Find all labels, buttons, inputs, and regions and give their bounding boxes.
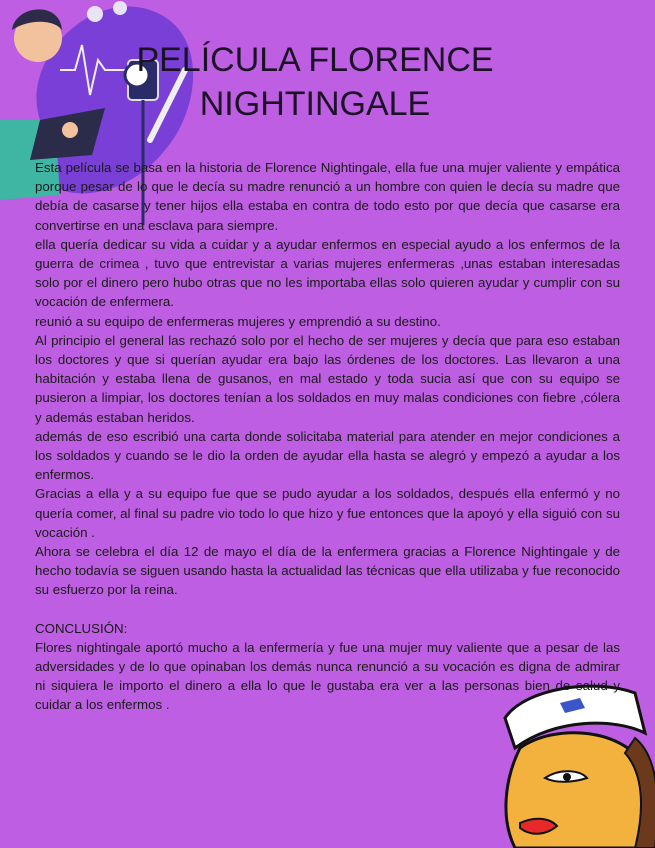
- paragraph: Al principio el general las rechazó solo por el hecho de ser mujeres y decía que para eso estaban los doctores y que si querían ayudar era bajo las órdenes de los doctores. Las llevaron a una habitación y estaba llena de gusanos, en mal estado y toda sucia así que con su equipo se pusieron a limpiar, los doctores tenían a los soldados en muy malas condiciones con fiebre ,cólera y además estaban heridos.: [35, 332, 620, 425]
- paragraph: Esta película se basa en la historia de Florence Nightingale, ella fue una mujer valiente y empática porque pesar de lo que le decía su madre renunció a un hombre con quien le decía su madre que debía de casarse y tener hijos ella estaba en contra de todo esto por que decía que casarse era convertirse en una esclava para siempre.: [35, 160, 620, 233]
- paragraph: Ahora se celebra el día 12 de mayo el día de la enfermera gracias a Florence Nightingale y de hecho todavía se siguen usando hasta la actualidad las técnicas que ella utilizaba y fue reconocido su esfuerzo por la reina.: [35, 544, 620, 598]
- paragraph: ella quería dedicar su vida a cuidar y a ayudar enfermos en especial ayudo a los enfermos de la guerra de crimea , tuvo que entrevistar a varias mujeres enfermeras ,unas estaban interesadas solo por el dinero pero hubo otras que no les importaba ellas solo quieren ayudar y cumplir con su vocación de enfermera.: [35, 236, 620, 310]
- conclusion-paragraph: Flores nightingale aportó mucho a la enfermería y fue una mujer muy valiente que a pesar de las adversidades y de lo que opinaban los demás nunca renunció a su vocación es digna de admirar ni siquiera le importo el dinero a ella lo que le gustaba era ver a las personas bien de salud y cuidar a los enfermos .: [35, 639, 620, 713]
- conclusion-heading: CONCLUSIÓN:: [35, 620, 128, 636]
- paragraph: reunió a su equipo de enfermeras mujeres y emprendió a su destino.: [35, 313, 441, 329]
- paragraph: además de eso escribió una carta donde solicitaba material para atender en mejor condiciones a los soldados y cuando se le dio la orden de ayudar ella hasta se alegró y empezó a ayudar a los enfermos.: [35, 428, 620, 483]
- drop-icon: [113, 1, 127, 15]
- drop-icon: [87, 6, 103, 22]
- title-line: PELÍCULA FLORENCE: [136, 41, 494, 79]
- title-line: NIGHTINGALE: [199, 85, 431, 123]
- page-title: [95, 38, 535, 126]
- paragraph: Gracias a ella y a su equipo fue que se pudo ayudar a los soldados, después ella enfermó y no quería comer, al final su padre vio todo lo que hizo y fue entonces que la apoyó y ella siguió con su vocación .: [35, 486, 620, 540]
- article-body: [35, 158, 620, 715]
